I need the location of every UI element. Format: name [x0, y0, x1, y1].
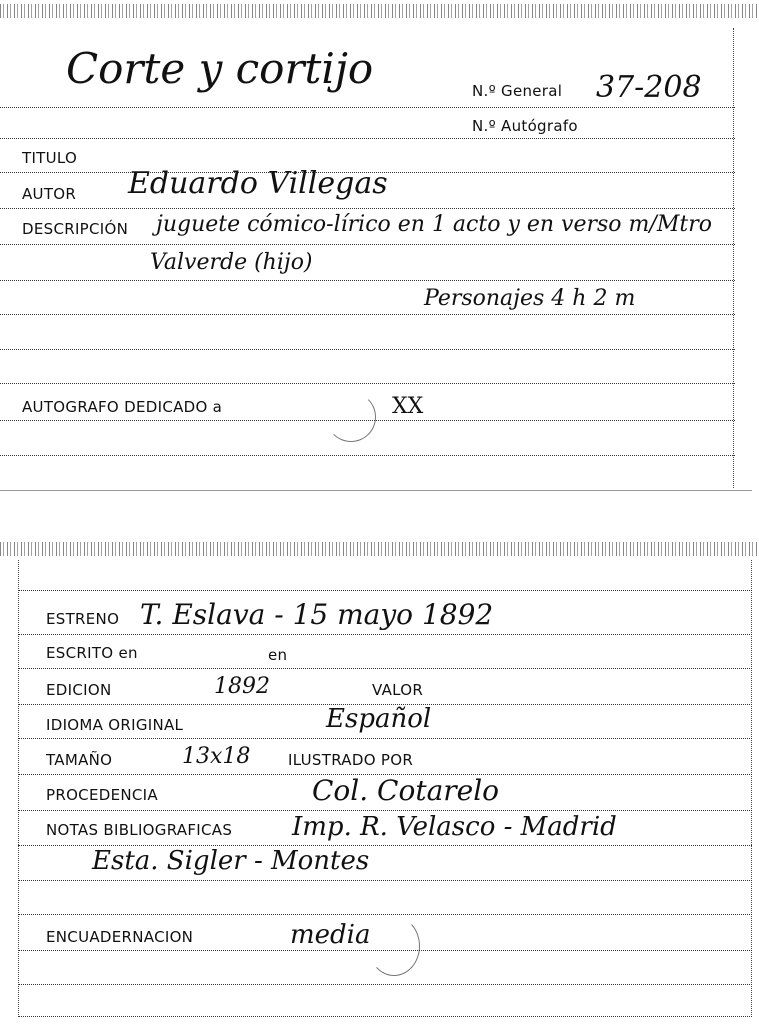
tamano-label: TAMAÑO: [46, 751, 113, 769]
rule-b7: [18, 810, 752, 811]
rule-12: [0, 490, 752, 491]
rule-1: [0, 107, 735, 108]
general-number-value: 37-208: [596, 70, 702, 105]
rule-8: [0, 349, 735, 350]
catalog-card-bottom: [0, 538, 759, 1028]
card-right-edge-2: [751, 560, 752, 1015]
general-number-label: N.º General: [472, 82, 563, 100]
idioma-value: Español: [326, 704, 432, 734]
rule-b11: [18, 950, 752, 951]
autografo-number-label: N.º Autógrafo: [472, 117, 578, 135]
autografo-dedicado-label: AUTOGRAFO DEDICADO a: [22, 398, 223, 416]
idioma-label: IDIOMA ORIGINAL: [46, 716, 184, 734]
descripcion-label: DESCRIPCIÓN: [22, 220, 129, 238]
encuadernacion-value: media: [290, 920, 371, 950]
rule-b5: [18, 738, 752, 739]
personajes-value: Personajes 4 h 2 m: [424, 286, 636, 311]
notas-line-1: Imp. R. Velasco - Madrid: [292, 812, 617, 842]
card-left-edge: [18, 560, 19, 1015]
scan-noise-bottom: [0, 542, 759, 556]
descripcion-line-2: Valverde (hijo): [150, 250, 313, 275]
rule-b10: [18, 914, 752, 915]
autor-value: Eduardo Villegas: [128, 166, 388, 201]
notas-label: NOTAS BIBLIOGRAFICAS: [46, 821, 233, 839]
ink-blot: [326, 392, 376, 442]
rule-b9: [18, 880, 752, 881]
rule-7: [0, 314, 735, 315]
rule-2: [0, 138, 735, 139]
en-label: en: [268, 646, 288, 664]
rule-b13: [18, 1016, 752, 1017]
edicion-value: 1892: [214, 674, 270, 699]
rule-11: [0, 455, 735, 456]
encuadernacion-label: ENCUADERNACION: [46, 928, 194, 946]
procedencia-value: Col. Cotarelo: [312, 774, 500, 807]
autografo-dedicado-value: XX: [392, 394, 424, 419]
rule-b3: [18, 668, 752, 669]
estreno-label: ESTRENO: [46, 610, 120, 628]
escrito-label: ESCRITO en: [46, 644, 138, 662]
rule-6: [0, 280, 735, 281]
titulo-label: TITULO: [22, 149, 78, 167]
tamano-value: 13x18: [182, 744, 251, 769]
estreno-value: T. Eslava - 15 mayo 1892: [140, 598, 494, 631]
valor-label: VALOR: [372, 681, 424, 699]
card-right-edge: [733, 28, 734, 488]
rule-4: [0, 208, 735, 209]
rule-10: [0, 420, 735, 421]
procedencia-label: PROCEDENCIA: [46, 786, 158, 804]
rule-5: [0, 244, 735, 245]
edicion-label: EDICION: [46, 681, 112, 699]
rule-b1: [18, 590, 752, 591]
rule-b2: [18, 634, 752, 635]
ilustrado-label: ILUSTRADO POR: [288, 751, 414, 769]
card-title-handwritten: Corte y cortijo: [66, 44, 374, 93]
notas-line-2: Esta. Sigler - Montes: [92, 846, 370, 876]
rule-9: [0, 383, 735, 384]
ink-blot-2: [368, 916, 420, 976]
descripcion-line-1: juguete cómico-lírico en 1 acto y en verso m/Mtro: [156, 212, 712, 237]
catalog-card-top: [0, 0, 759, 495]
autor-label: AUTOR: [22, 185, 77, 203]
rule-b12: [18, 984, 752, 985]
scan-noise-top: [0, 4, 759, 18]
